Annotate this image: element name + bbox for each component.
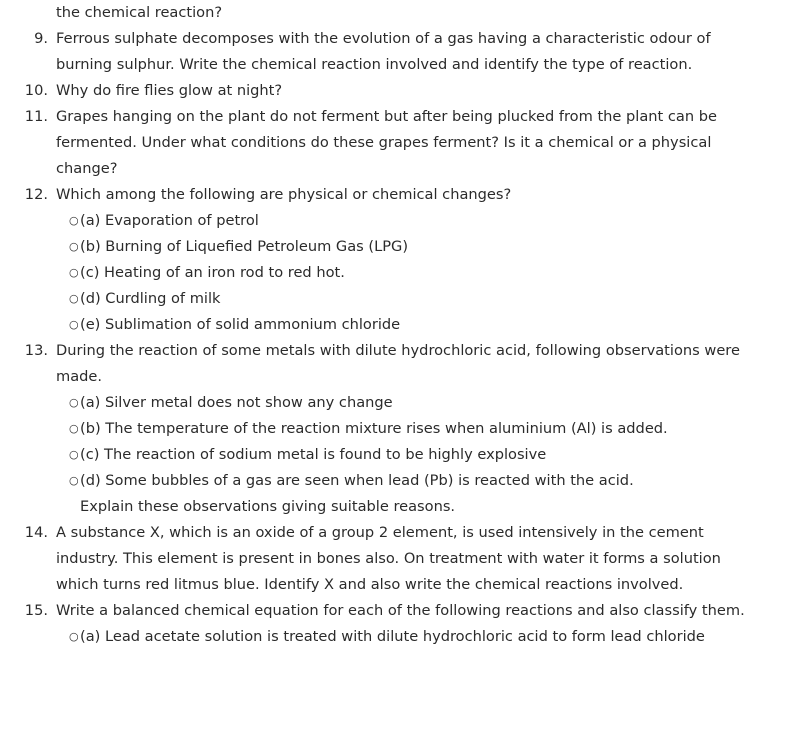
option-text: (d) Some bubbles of a gas are seen when lead (Pb) is reacted with the acid.: [80, 472, 634, 489]
circle-bullet-icon: ○: [69, 448, 79, 461]
question-item: [0, 26, 806, 78]
circle-bullet-icon: ○: [69, 318, 79, 331]
question-text: Write a balanced chemical equation for each of the following reactions and also classify them.: [56, 602, 745, 619]
option-list: [56, 208, 750, 338]
question-item: [0, 338, 806, 520]
option-item: [56, 624, 750, 650]
question-item: [0, 598, 806, 650]
circle-bullet-icon: ○: [69, 474, 79, 487]
circle-bullet-icon: ○: [69, 240, 79, 253]
question-number: 12.: [24, 186, 48, 203]
question-number: 9.: [34, 30, 48, 47]
question-number: 14.: [24, 524, 48, 541]
option-text: (d) Curdling of milk: [80, 290, 221, 307]
option-item: [56, 390, 750, 416]
question-list: [0, 26, 806, 650]
question-item: [0, 78, 806, 104]
option-list: [56, 390, 750, 494]
question-item: [0, 182, 806, 338]
question-item: [0, 520, 806, 598]
circle-bullet-icon: ○: [69, 214, 79, 227]
question-trailing-text: Explain these observations giving suitable reasons.: [80, 498, 456, 515]
option-item: [56, 260, 750, 286]
option-item: [56, 312, 750, 338]
circle-bullet-icon: ○: [69, 630, 79, 643]
circle-bullet-icon: ○: [69, 422, 79, 435]
option-text: (a) Evaporation of petrol: [80, 212, 259, 229]
option-item: [56, 234, 750, 260]
continuation-line: the chemical reaction?: [56, 4, 223, 21]
question-item: [0, 104, 806, 182]
option-item: [56, 208, 750, 234]
question-text: A substance X, which is an oxide of a group 2 element, is used intensively in the cement industry. This element is present in bones also. On treatment with water it forms a solution which turns red litmus blue. Identify X and also write the chemical reactions involved.: [56, 524, 721, 593]
question-text: Ferrous sulphate decomposes with the evolution of a gas having a characteristic odour of burning sulphur. Write the chemical reaction involved and identify the type of reaction.: [56, 30, 711, 73]
circle-bullet-icon: ○: [69, 396, 79, 409]
option-item: [56, 468, 750, 494]
circle-bullet-icon: ○: [69, 266, 79, 279]
question-text: During the reaction of some metals with dilute hydrochloric acid, following observations were made.: [56, 342, 740, 385]
option-text: (a) Lead acetate solution is treated with dilute hydrochloric acid to form lead chloride: [80, 628, 705, 645]
circle-bullet-icon: ○: [69, 292, 79, 305]
option-text: (c) The reaction of sodium metal is found to be highly explosive: [80, 446, 547, 463]
question-text: Why do fire flies glow at night?: [56, 82, 283, 99]
question-number: 15.: [24, 602, 48, 619]
option-item: [56, 442, 750, 468]
option-text: (b) The temperature of the reaction mixture rises when aluminium (Al) is added.: [80, 420, 668, 437]
question-number: 10.: [24, 82, 48, 99]
option-text: (b) Burning of Liquefied Petroleum Gas (LPG): [80, 238, 409, 255]
question-text: Grapes hanging on the plant do not ferment but after being plucked from the plant can be fermented. Under what conditions do these grapes ferment? Is it a chemical or a physical change?: [56, 108, 718, 177]
question-number: 11.: [24, 108, 48, 125]
option-text: (a) Silver metal does not show any change: [80, 394, 393, 411]
option-list: [56, 624, 750, 650]
question-text: Which among the following are physical or chemical changes?: [56, 186, 512, 203]
option-text: (e) Sublimation of solid ammonium chloride: [80, 316, 401, 333]
option-text: (c) Heating of an iron rod to red hot.: [80, 264, 345, 281]
option-item: [56, 416, 750, 442]
question-number: 13.: [24, 342, 48, 359]
option-item: [56, 286, 750, 312]
